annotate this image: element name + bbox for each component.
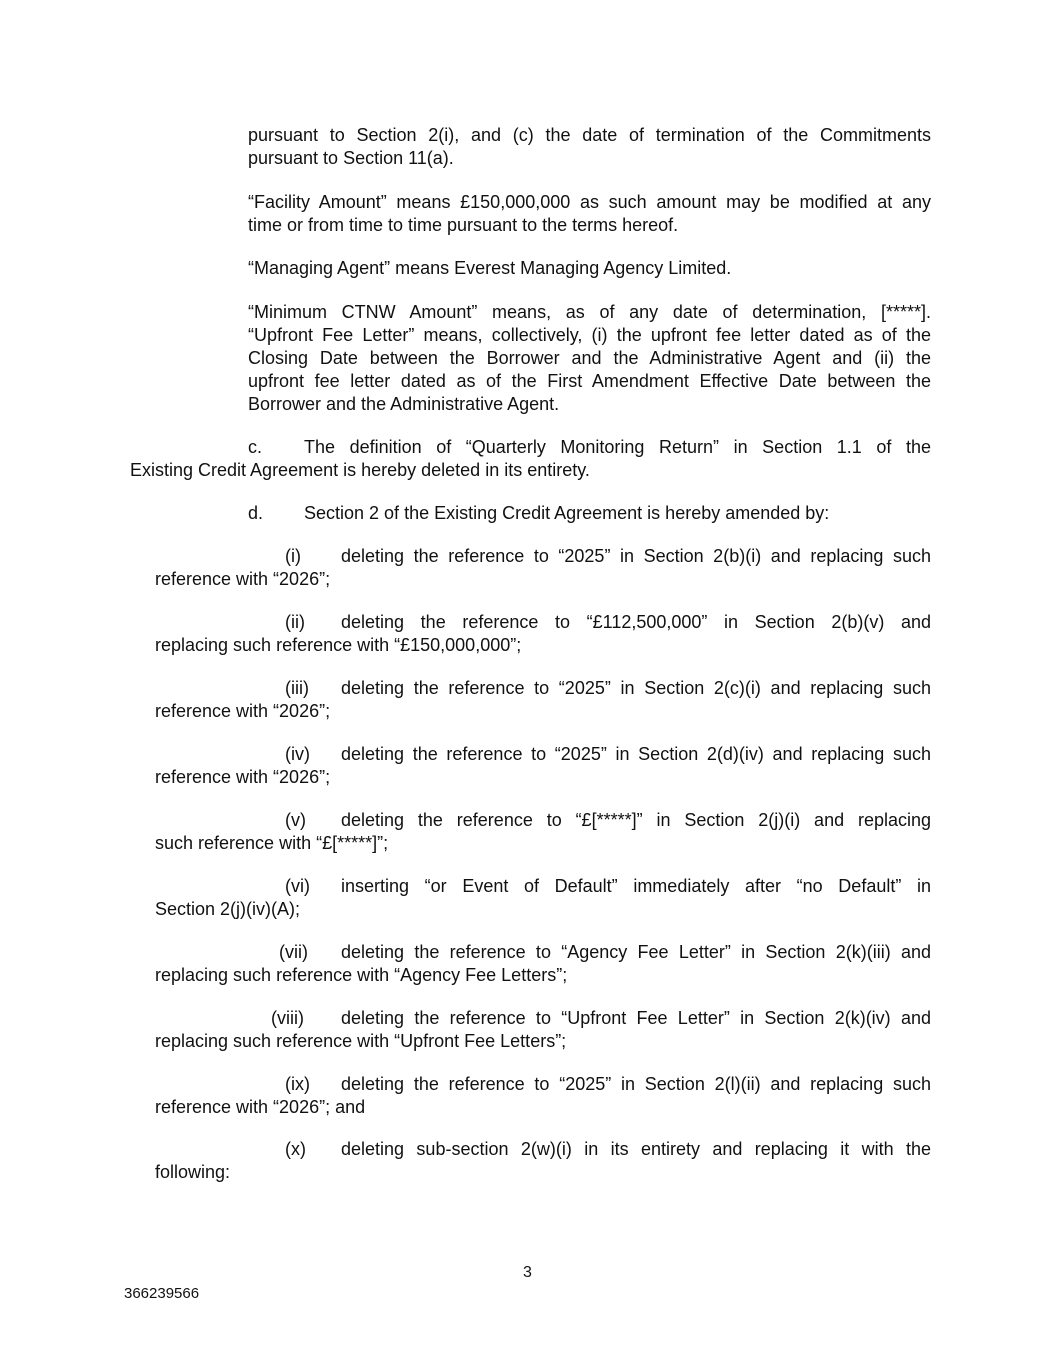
item-number: (x) xyxy=(285,1139,306,1159)
text-line: “Facility Amount” means £150,000,000 as such amount may be modified at any xyxy=(248,192,931,212)
item-text: inserting “or Event of Default” immediately after “no Default” in xyxy=(341,876,931,896)
text-line: upfront fee letter dated as of the First Amendment Effective Date between the xyxy=(248,371,931,391)
item-text: deleting the reference to “2025” in Section 2(b)(i) and replacing such xyxy=(341,546,931,566)
facility-amount-definition xyxy=(248,191,931,237)
text-line xyxy=(155,1138,931,1161)
text-line: replacing such reference with “Agency Fee Letters”; xyxy=(155,965,568,985)
text-line: reference with “2026”; xyxy=(155,767,331,787)
text-line xyxy=(155,875,931,898)
item-number: (ix) xyxy=(285,1074,310,1094)
item-number: (i) xyxy=(285,546,301,566)
list-item xyxy=(155,545,931,591)
text-line xyxy=(155,545,931,568)
list-item xyxy=(155,1138,931,1184)
text-line: Borrower and the Administrative Agent. xyxy=(248,394,560,414)
item-number: (ii) xyxy=(285,612,305,632)
text-line: replacing such reference with “£150,000,000”; xyxy=(155,635,522,655)
item-text: deleting sub-section 2(w)(i) in its entirety and replacing it with the xyxy=(341,1139,931,1159)
section-d-text: Section 2 of the Existing Credit Agreement is hereby amended by: xyxy=(304,503,830,523)
text-line: reference with “2026”; xyxy=(155,701,331,721)
item-text: deleting the reference to “2025” in Section 2(d)(iv) and replacing such xyxy=(341,744,931,764)
document-id: 366239566 xyxy=(124,1285,200,1302)
item-number: (vii) xyxy=(279,942,308,962)
text-line: Closing Date between the Borrower and the Administrative Agent and (ii) the xyxy=(248,348,931,368)
text-line: time or from time to time pursuant to the terms hereof. xyxy=(248,215,679,235)
item-text: deleting the reference to “Agency Fee Letter” in Section 2(k)(iii) and xyxy=(341,942,931,962)
text-line xyxy=(155,1007,931,1030)
item-number: (vi) xyxy=(285,876,310,896)
list-item xyxy=(155,1073,931,1119)
item-text: deleting the reference to “2025” in Section 2(c)(i) and replacing such xyxy=(341,678,931,698)
section-c-paragraph xyxy=(130,436,931,482)
text-line xyxy=(155,743,931,766)
section-d-paragraph xyxy=(248,502,931,525)
text-line xyxy=(155,809,931,832)
text-line: such reference with “£[*****]”; xyxy=(155,833,389,853)
text-line xyxy=(155,941,931,964)
text-line xyxy=(155,677,931,700)
text-line: pursuant to Section 2(i), and (c) the date of termination of the Commitments xyxy=(248,125,931,145)
section-c-label: c. xyxy=(248,437,263,457)
text-line: Section 2(j)(iv)(A); xyxy=(155,899,301,919)
list-item xyxy=(155,611,931,657)
commitments-definition-continuation xyxy=(248,124,931,170)
list-item xyxy=(155,809,931,855)
text-line: replacing such reference with “Upfront Fee Letters”; xyxy=(155,1031,567,1051)
text-line: following: xyxy=(155,1162,231,1182)
text-line xyxy=(248,502,931,525)
minimum-ctnw-definition xyxy=(248,301,931,416)
section-d-label: d. xyxy=(248,503,264,523)
item-number: (v) xyxy=(285,810,306,830)
item-number: (iv) xyxy=(285,744,310,764)
item-number: (viii) xyxy=(271,1008,304,1028)
text-line: Existing Credit Agreement is hereby deleted in its entirety. xyxy=(130,460,590,480)
text-line: “Minimum CTNW Amount” means, as of any date of determination, [*****]. xyxy=(248,302,931,322)
item-number: (iii) xyxy=(285,678,309,698)
text-line xyxy=(155,1073,931,1096)
section-c-text: The definition of “Quarterly Monitoring Return” in Section 1.1 of the xyxy=(304,437,931,457)
list-item xyxy=(155,743,931,789)
text-line: pursuant to Section 11(a). xyxy=(248,148,454,168)
list-item xyxy=(155,941,931,987)
item-text: deleting the reference to “£112,500,000” in Section 2(b)(v) and xyxy=(341,612,931,632)
item-text: deleting the reference to “Upfront Fee Letter” in Section 2(k)(iv) and xyxy=(341,1008,931,1028)
list-item xyxy=(155,1007,931,1053)
list-item xyxy=(155,677,931,723)
text-line: reference with “2026”; xyxy=(155,569,331,589)
text-line: reference with “2026”; and xyxy=(155,1097,366,1117)
text-line: “Managing Agent” means Everest Managing Agency Limited. xyxy=(248,258,732,278)
text-line xyxy=(130,436,931,459)
managing-agent-definition xyxy=(248,257,931,280)
item-text: deleting the reference to “2025” in Section 2(l)(ii) and replacing such xyxy=(341,1074,931,1094)
list-item xyxy=(155,875,931,921)
page-number: 3 xyxy=(523,1264,532,1281)
item-text: deleting the reference to “£[*****]” in Section 2(j)(i) and replacing xyxy=(341,810,931,830)
text-line xyxy=(155,611,931,634)
text-line: “Upfront Fee Letter” means, collectively, (i) the upfront fee letter dated as of the xyxy=(248,325,931,345)
